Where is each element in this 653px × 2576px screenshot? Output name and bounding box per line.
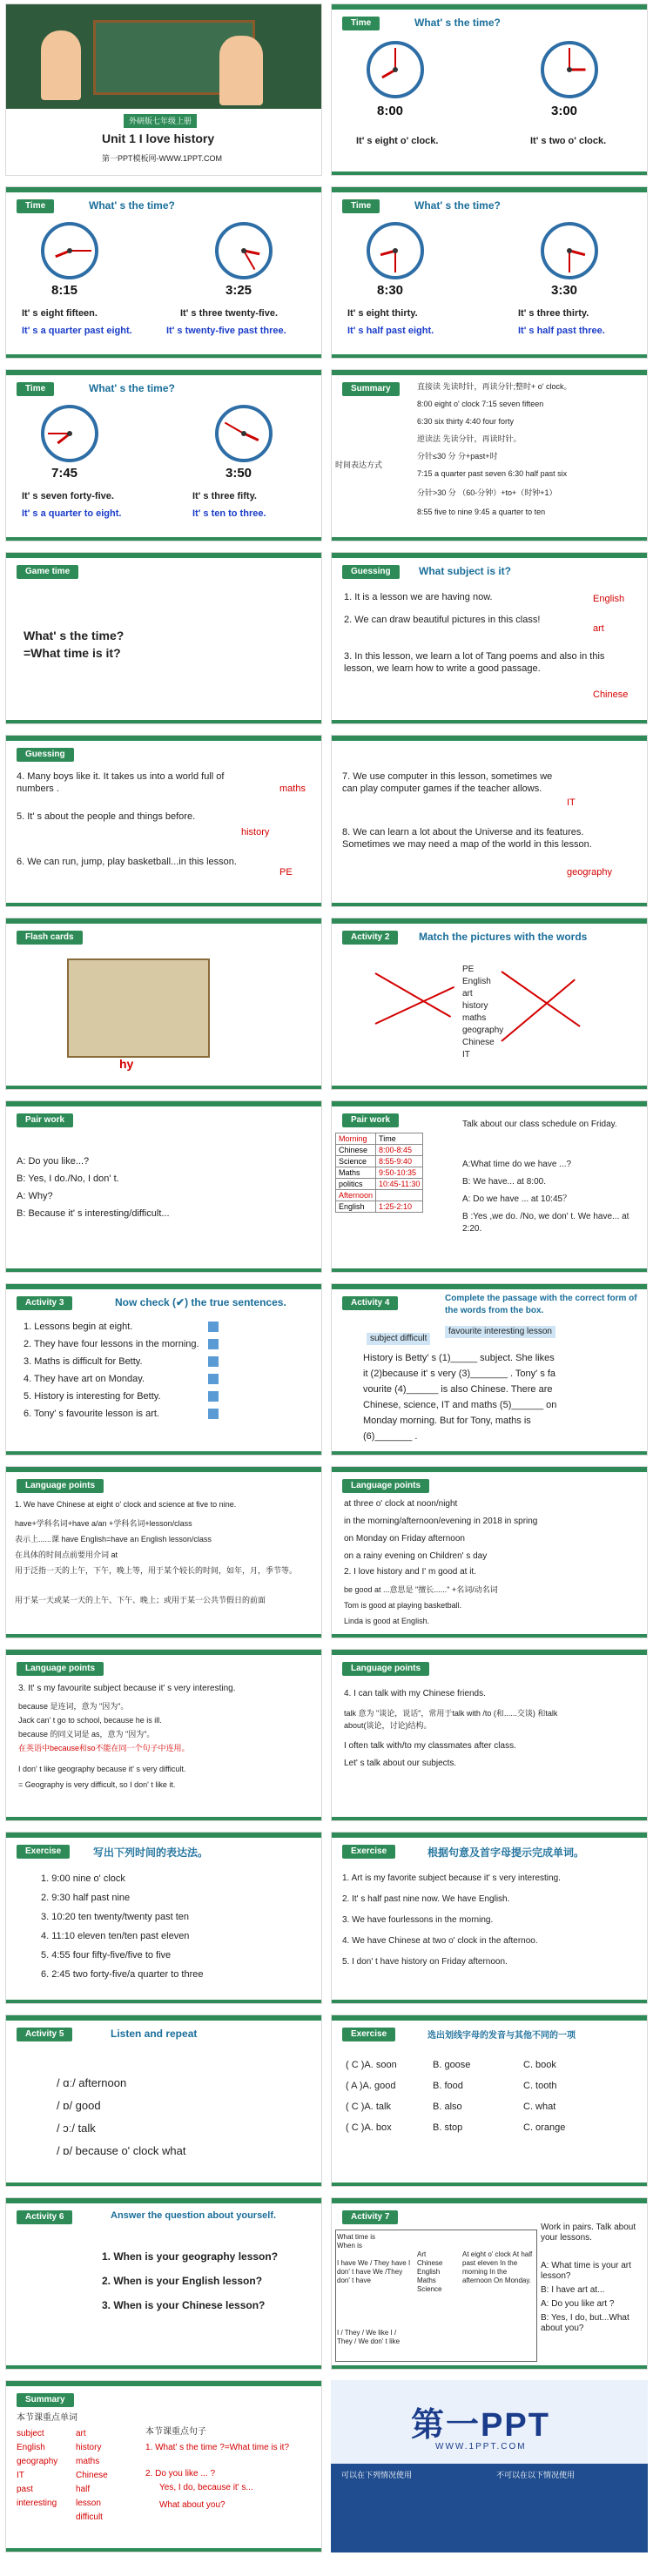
- slide-title: What' s the time?: [89, 382, 175, 394]
- slide-title: Complete the passage with the correct form of the words from the box.: [445, 1294, 637, 1315]
- dialogue-line: A: Do we have ... at 10:45？: [462, 1194, 572, 1204]
- slide-brand: [331, 2380, 648, 2552]
- exercise-item: 6. 2:45 two forty-five/a quarter to three: [41, 1969, 204, 1980]
- key-word: lesson: [76, 2499, 101, 2508]
- guess-clue: 5. It' s about the people and things before.: [17, 811, 196, 822]
- dialogue-line: B :Yes ,we do. /No, we don' t. We have... at 2:20.: [462, 1212, 629, 1234]
- slide-tag: Language points: [342, 1479, 429, 1493]
- word-box: favourite interesting lesson: [445, 1326, 555, 1338]
- dialogue-line: B: Yes, I do./No, I don' t.: [17, 1174, 119, 1184]
- guess-answer: IT: [567, 797, 576, 808]
- slide-tag: Guessing: [17, 748, 74, 762]
- game-question: =What time is it?: [24, 646, 121, 660]
- brand-logo: 第一PPT: [411, 2407, 550, 2444]
- table-cell: I have We / They have I don' t have We /They don' t have: [337, 2259, 411, 2284]
- time-value: 8:00: [377, 104, 404, 118]
- guess-clue: 2. We can draw beautiful pictures in this class!: [344, 615, 541, 625]
- time-sentence: It' s a quarter past eight.: [22, 326, 132, 336]
- time-value: 8:30: [377, 283, 404, 298]
- time-sentence: It' s a quarter to eight.: [22, 508, 122, 519]
- slide-exercise-2: [331, 1832, 648, 2004]
- choice-item: C. orange: [523, 2122, 566, 2133]
- time-value: 3:30: [551, 283, 578, 298]
- passage-line: it (2)because it' s very (3)_______ . Tony' s fa: [363, 1369, 556, 1379]
- clock-icon: [215, 405, 273, 462]
- slide-language-points-4: [331, 1649, 648, 1821]
- usage-heading: 可以在下列情况使用: [341, 2471, 413, 2479]
- key-word: history: [76, 2443, 102, 2452]
- slide-summary-words: [5, 2380, 322, 2552]
- checkbox[interactable]: [208, 1409, 219, 1419]
- key-sentence: 2. Do you like ... ?: [145, 2469, 216, 2478]
- point-line: at three o' clock at noon/night: [344, 1499, 458, 1509]
- summary-line: 逆读法 先读分针，再读时针。: [417, 434, 522, 443]
- time-sentence: It' s three fifty.: [192, 491, 257, 501]
- exercise-item: 2. 9:30 half past nine: [41, 1893, 131, 1903]
- table-cell: English: [336, 1201, 376, 1213]
- slide-exercise-3: [331, 2014, 648, 2187]
- point-line: 在英语中because和so不能在同一个句子中连用。: [18, 1744, 190, 1752]
- choice-item: C. tooth: [523, 2081, 557, 2091]
- check-item: 4. They have art on Monday.: [24, 1374, 145, 1384]
- exercise-item: 4. We have Chinese at two o' clock in the afternoo.: [342, 1936, 538, 1946]
- exercise-item: 5. 4:55 four fifty-five/five to five: [41, 1950, 172, 1961]
- point-line: Linda is good at English.: [344, 1617, 430, 1625]
- slide-tag: Activity 2: [342, 931, 398, 945]
- choice-item: B. food: [433, 2081, 463, 2091]
- word-box: subject difficult: [367, 1333, 430, 1345]
- guess-clue: 1. It is a lesson we are having now.: [344, 592, 493, 602]
- slide-title: Match the pictures with the words: [419, 931, 588, 943]
- exercise-item: 4. 11:10 eleven ten/ten past eleven: [41, 1931, 190, 1941]
- choice-item: C. book: [523, 2060, 556, 2070]
- time-value: 3:00: [551, 104, 578, 118]
- slide-time-4: [5, 369, 322, 541]
- point-line: 3. It' s my favourite subject because it' s very interesting.: [18, 1684, 236, 1693]
- table-cell: politics: [336, 1179, 376, 1190]
- schedule-table: [335, 1133, 423, 1213]
- slide-activity-3: [5, 1283, 322, 1456]
- page-title: Unit 1 I love history: [102, 131, 215, 145]
- usage-heading: 不可以在以下情况使用: [496, 2471, 576, 2479]
- table-cell: Maths: [336, 1167, 376, 1179]
- clock-icon: [367, 222, 424, 279]
- checkbox[interactable]: [208, 1374, 219, 1384]
- time-value: 7:45: [51, 466, 78, 481]
- slide-title: Talk about our class schedule on Friday.: [462, 1120, 617, 1129]
- slide-tag: Language points: [17, 1479, 104, 1493]
- time-sentence: It' s eight thirty.: [347, 308, 418, 319]
- time-value: 8:15: [51, 283, 78, 298]
- slide-tag: Exercise: [342, 1845, 395, 1859]
- slide-tag: Activity 4: [342, 1296, 398, 1310]
- flash-card-image: [67, 958, 210, 1058]
- point-line: Let' s talk about our subjects.: [344, 1759, 457, 1768]
- point-line: talk 意为 "谈论，说话"，常用于talk with /to (和......交谈) 和talk about(谈论，讨论)结构。: [344, 1709, 558, 1730]
- guess-answer: art: [593, 623, 604, 634]
- section-heading: 本节课重点句子: [145, 2427, 206, 2437]
- slide-tag: Exercise: [342, 2028, 395, 2041]
- slide-title: Listen and repeat: [111, 2028, 198, 2040]
- slide-language-points-3: [5, 1649, 322, 1821]
- checkbox[interactable]: [208, 1356, 219, 1367]
- point-line: on a rainy evening on Children' s day: [344, 1551, 488, 1561]
- table-cell: I / They / We like I / They / We don' t like: [337, 2329, 401, 2345]
- point-line: 用于某一天或某一天的上午、下午、晚上；或用于某一公共节假日的前面: [15, 1596, 266, 1604]
- side-label: 时间表达方式: [335, 461, 383, 469]
- slide-guessing-2: [5, 735, 322, 907]
- key-word: subject: [17, 2429, 44, 2438]
- point-line: 4. I can talk with my Chinese friends.: [344, 1689, 486, 1698]
- match-word: English: [462, 977, 491, 986]
- slide-tag: Guessing: [342, 565, 400, 579]
- slide-tag: Game time: [17, 565, 78, 579]
- slide-tag: Summary: [17, 2393, 74, 2407]
- point-line: on Monday on Friday afternoon: [344, 1534, 465, 1544]
- passage-line: (6)_______ .: [363, 1431, 418, 1442]
- key-sentence: Yes, I do, because it' s...: [159, 2483, 253, 2492]
- clock-icon: [541, 222, 598, 279]
- guess-answer: history: [241, 827, 270, 837]
- guess-clue: 8. We can learn a lot about the Universe and its features. Sometimes we may need a map of the world in this lesson.: [342, 827, 592, 850]
- key-word: difficult: [76, 2512, 103, 2522]
- key-word: past: [17, 2485, 33, 2494]
- time-sentence: It' s three twenty-five.: [180, 308, 279, 319]
- table-cell: 9:50-10:35: [376, 1167, 423, 1179]
- point-line: Tom is good at playing basketball.: [344, 1601, 462, 1610]
- key-word: IT: [17, 2471, 24, 2480]
- instruction-text: Work in pairs. Talk about your lessons.: [541, 2223, 636, 2243]
- slide-tag: Time: [342, 199, 380, 213]
- check-item: 5. History is interesting for Betty.: [24, 1391, 161, 1402]
- dialogue-line: B: Because it' s interesting/difficult...: [17, 1208, 170, 1219]
- slide-tag: Pair work: [17, 1113, 73, 1127]
- slide-activity-6: [5, 2197, 322, 2370]
- table-cell: 8:55-9:40: [376, 1156, 423, 1167]
- key-word: maths: [76, 2457, 100, 2466]
- dialogue-line: B: I have art at...: [541, 2285, 605, 2295]
- passage-line: History is Betty' s (1)_____ subject. She likes: [363, 1353, 555, 1363]
- slide-tag: Time: [342, 17, 380, 30]
- dialogue-line: B: Yes, I do, but...What about you?: [541, 2313, 629, 2333]
- guess-clue: 4. Many boys like it. It takes us into a world full of numbers .: [17, 771, 225, 794]
- match-line: [375, 972, 452, 1018]
- site-label: 第一PPT模板网-WWW.1PPT.COM: [102, 154, 222, 163]
- point-line: 在具体的时间点前要用介词 at: [15, 1550, 118, 1559]
- table-header: Time: [376, 1133, 423, 1145]
- slide-cover: [5, 3, 322, 176]
- key-word: interesting: [17, 2499, 57, 2508]
- summary-line: 6:30 six thirty 4:40 four forty: [417, 417, 515, 426]
- exercise-item: 5. I don' t have history on Friday afternoon.: [342, 1957, 508, 1967]
- point-line: because 是连词，意为 "因为"。: [18, 1702, 129, 1711]
- point-line: in the morning/afternoon/evening in 2018 in spring: [344, 1517, 538, 1526]
- match-word: maths: [462, 1013, 487, 1023]
- point-line: I don' t like geography because it' s very difficult.: [18, 1765, 186, 1773]
- key-sentence: What about you?: [159, 2500, 226, 2510]
- time-sentence: It' s twenty-five past three.: [166, 326, 286, 336]
- slide-title: What' s the time?: [414, 199, 501, 212]
- summary-line: 8:55 five to nine 9:45 a quarter to ten: [417, 508, 546, 516]
- match-line: [501, 971, 580, 1027]
- guess-answer: PE: [279, 867, 293, 878]
- flash-word: hy: [119, 1057, 134, 1071]
- dialogue-line: A: Why?: [17, 1191, 53, 1201]
- match-line: [375, 986, 454, 1025]
- choice-item: B. goose: [433, 2060, 471, 2070]
- game-question: What' s the time?: [24, 629, 125, 642]
- guess-answer: geography: [567, 867, 612, 878]
- slide-tag: Language points: [342, 1662, 429, 1676]
- check-item: 6. Tony' s favourite lesson is art.: [24, 1409, 159, 1419]
- passage-line: Monday morning. But for Tony, maths is: [363, 1416, 531, 1426]
- choice-item: ( C )A. box: [346, 2122, 392, 2133]
- checkbox[interactable]: [208, 1322, 219, 1332]
- checkbox[interactable]: [208, 1339, 219, 1349]
- key-word: Chinese: [76, 2471, 108, 2480]
- match-line: [501, 979, 576, 1042]
- slide-tag: Summary: [342, 382, 400, 396]
- table-cell: 8:00-8:45: [376, 1145, 423, 1156]
- time-sentence: It' s eight fifteen.: [22, 308, 98, 319]
- slide-time-2: [5, 186, 322, 359]
- slide-title: 选出划线字母的发音与其他不同的一项: [427, 2031, 576, 2041]
- cover-illustration: [6, 4, 321, 109]
- summary-line: 直接读 先读时针，再读分针;整时+ o' clock。: [417, 382, 572, 391]
- slide-game-time: [5, 552, 322, 724]
- clock-icon: [41, 405, 98, 462]
- table-cell: Afternoon: [336, 1190, 376, 1201]
- slide-title: 写出下列时间的表达法。: [93, 1846, 209, 1859]
- guess-answer: Chinese: [593, 689, 629, 700]
- exercise-item: 3. We have fourlessons in the morning.: [342, 1915, 494, 1925]
- phonics-line: / ɑː/ afternoon: [57, 2076, 127, 2089]
- slide-pair-work-1: [5, 1100, 322, 1273]
- exercise-item: 3. 10:20 ten twenty/twenty past ten: [41, 1912, 189, 1922]
- slide-tag: Activity 6: [17, 2210, 72, 2224]
- point-line: 表示上......课 have English=have an English lesson/class: [15, 1535, 212, 1544]
- section-heading: 本节课重点单词: [17, 2413, 77, 2423]
- slide-time-1: [331, 3, 648, 176]
- slide-title: Answer the question about yourself.: [111, 2210, 277, 2221]
- point-line: = Geography is very difficult, so I don' t like it.: [18, 1780, 176, 1789]
- point-line: be good at ...意思是 "擅长......" +名词/动名词: [344, 1585, 498, 1594]
- match-word: geography: [462, 1026, 504, 1035]
- check-item: 3. Maths is difficult for Betty.: [24, 1356, 143, 1367]
- guess-answer: maths: [279, 784, 306, 794]
- slide-time-3: [331, 186, 648, 359]
- slide-tag: Exercise: [17, 1845, 70, 1859]
- point-line: 1. We have Chinese at eight o' clock and science at five to nine.: [15, 1500, 237, 1509]
- dialogue-line: A: What time is your art lesson?: [541, 2261, 631, 2281]
- check-item: 2. They have four lessons in the morning.: [24, 1339, 199, 1349]
- slide-activity-4: [331, 1283, 648, 1456]
- slide-activity-5: [5, 2014, 322, 2187]
- slide-tag: Activity 3: [17, 1296, 72, 1310]
- table-header: Morning: [336, 1133, 376, 1145]
- dialogue-line: A: Do you like...?: [17, 1156, 90, 1167]
- check-item: 1. Lessons begin at eight.: [24, 1322, 133, 1332]
- slide-title: What' s the time?: [89, 199, 175, 212]
- choice-item: ( C )A. talk: [346, 2102, 391, 2112]
- table-cell: Art Chinese English Maths Science: [417, 2250, 443, 2293]
- slide-activity-7: [331, 2197, 648, 2370]
- dialogue-line: B: We have... at 8:00.: [462, 1177, 546, 1187]
- publisher-label: 外研版七年级上册: [124, 114, 197, 128]
- time-sentence: It' s two o' clock.: [530, 136, 607, 146]
- slide-title: What' s the time?: [414, 17, 501, 29]
- match-word: IT: [462, 1050, 470, 1059]
- clock-icon: [541, 41, 598, 98]
- slide-tag: Activity 7: [342, 2210, 398, 2224]
- match-word: art: [462, 989, 473, 999]
- slide-tag: Activity 5: [17, 2028, 72, 2041]
- table-cell: Chinese: [336, 1145, 376, 1156]
- slide-tag: Language points: [17, 1662, 104, 1676]
- key-word: geography: [17, 2457, 58, 2466]
- clock-icon: [367, 41, 424, 98]
- point-line: Jack can' t go to school, because he is ill.: [18, 1716, 162, 1725]
- choice-item: B. also: [433, 2102, 462, 2112]
- slide-title: Now check (✔) the true sentences.: [115, 1296, 286, 1308]
- exercise-item: 1. Art is my favorite subject because it' s very interesting.: [342, 1873, 561, 1883]
- key-sentence: 1. What' s the time ?=What time is it?: [145, 2443, 290, 2452]
- table-cell: [376, 1190, 423, 1201]
- table-cell: 10:45-11:30: [376, 1179, 423, 1190]
- dialogue-line: A: Do you like art ?: [541, 2299, 615, 2309]
- phonics-line: / ɒ/ because o' clock what: [57, 2144, 186, 2157]
- slide-flash-cards: [5, 918, 322, 1090]
- question-line: 1. When is your geography lesson?: [102, 2250, 279, 2263]
- question-line: 2. When is your English lesson?: [102, 2275, 263, 2287]
- exercise-item: 2. It' s half past nine now. We have English.: [342, 1894, 510, 1904]
- guess-clue: 6. We can run, jump, play basketball...in this lesson.: [17, 857, 237, 867]
- slide-summary-time: [331, 369, 648, 541]
- summary-line: 分针≤30 分 分+past+时: [417, 452, 498, 461]
- time-sentence: It' s seven forty-five.: [22, 491, 114, 501]
- brand-url: WWW.1PPT.COM: [435, 2442, 527, 2452]
- choice-item: ( C )A. soon: [346, 2060, 397, 2070]
- phonics-line: / ɔː/ talk: [57, 2122, 96, 2135]
- phonics-line: / ɒ/ good: [57, 2099, 101, 2112]
- table-cell: Science: [336, 1156, 376, 1167]
- time-sentence: It' s half past three.: [518, 326, 605, 336]
- point-line: I often talk with/to my classmates after class.: [344, 1741, 516, 1751]
- slide-tag: Flash cards: [17, 931, 83, 945]
- slide-tag: Time: [17, 199, 54, 213]
- time-sentence: It' s three thirty.: [518, 308, 589, 319]
- table-cell: 1:25-2:10: [376, 1201, 423, 1213]
- summary-line: 7:15 a quarter past seven 6:30 half past six: [417, 469, 568, 478]
- guess-answer: English: [593, 594, 625, 604]
- match-word: history: [462, 1001, 488, 1011]
- match-word: PE: [462, 965, 475, 974]
- key-word: English: [17, 2443, 45, 2452]
- summary-line: 8:00 eight o' clock 7:15 seven fifteen: [417, 400, 544, 408]
- choice-item: B. stop: [433, 2122, 463, 2133]
- point-line: 2. I love history and I' m good at it.: [344, 1567, 476, 1577]
- clock-icon: [215, 222, 273, 279]
- guess-clue: 7. We use computer in this lesson, sometimes we can play computer games if the teacher allows.: [342, 771, 553, 794]
- point-line: 用于泛指一天的上午，下午，晚上等，用于某个较长的时间，如年，月，季节等。: [15, 1566, 298, 1575]
- time-value: 3:25: [226, 283, 252, 298]
- point-line: have+学科名词+have a/an +学科名词+lesson/class: [15, 1519, 192, 1528]
- choice-item: ( A )A. good: [346, 2081, 396, 2091]
- slide-title: 根据句意及首字母提示完成单词。: [427, 1846, 585, 1859]
- guess-clue: 3. In this lesson, we learn a lot of Tang poems and also in this lesson, we learn how to write a good passage.: [344, 651, 605, 674]
- passage-line: Chinese, science, IT and maths (5)______ on: [363, 1400, 557, 1410]
- slide-activity-2: [331, 918, 648, 1090]
- slide-pair-work-2: [331, 1100, 648, 1273]
- passage-line: vourite (4)______ is also Chinese. There are: [363, 1384, 553, 1395]
- slide-language-points-1: [5, 1466, 322, 1638]
- slide-exercise-1: [5, 1832, 322, 2004]
- table-cell: At eight o' clock At half past eleven In the morning In the afternoon On Monday.: [462, 2250, 533, 2284]
- table-cell: What time is When is: [337, 2233, 376, 2250]
- time-sentence: It' s eight o' clock.: [356, 136, 439, 146]
- slide-tag: Time: [17, 382, 54, 396]
- slide-title: What subject is it?: [419, 565, 512, 577]
- match-word: Chinese: [462, 1038, 495, 1047]
- point-line: because 的同义词是 as，意为 "因为"。: [18, 1730, 155, 1739]
- exercise-item: 1. 9:00 nine o' clock: [41, 1873, 125, 1884]
- summary-line: 分针>30 分 （60-分钟）+to+（时钟+1）: [417, 488, 557, 497]
- choice-item: C. what: [523, 2102, 556, 2112]
- time-sentence: It' s ten to three.: [192, 508, 266, 519]
- slide-guessing-3: [331, 735, 648, 907]
- key-word: half: [76, 2485, 91, 2494]
- checkbox[interactable]: [208, 1391, 219, 1402]
- key-word: art: [76, 2429, 86, 2438]
- question-line: 3. When is your Chinese lesson?: [102, 2299, 266, 2311]
- slide-guessing-1: [331, 552, 648, 724]
- slide-language-points-2: [331, 1466, 648, 1638]
- dialogue-line: A:What time do we have ...?: [462, 1160, 572, 1169]
- clock-icon: [41, 222, 98, 279]
- time-sentence: It' s half past eight.: [347, 326, 434, 336]
- slide-tag: Pair work: [342, 1113, 399, 1127]
- time-value: 3:50: [226, 466, 252, 481]
